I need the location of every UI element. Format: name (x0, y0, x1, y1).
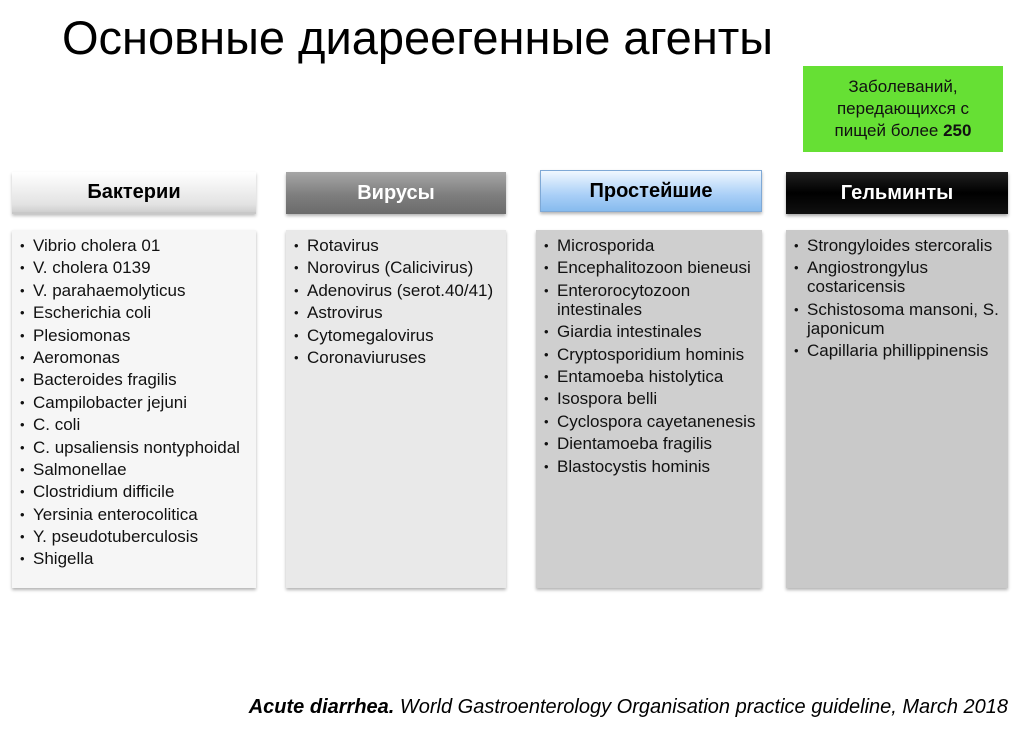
list-item: • Adenovirus (serot.40/41) (294, 281, 500, 300)
header-protozoa: Простейшие (540, 170, 762, 212)
list-item: • Angiostrongylus costaricensis (794, 258, 1002, 296)
list-item: • C. upsaliensis nontyphoidal (20, 438, 250, 457)
list-item: • Aeromonas (20, 348, 250, 367)
list-item: • Isospora belli (544, 389, 756, 408)
list-item: • Encephalitozoon bieneusi (544, 258, 756, 277)
list-item: • Rotavirus (294, 236, 500, 255)
list-item: • C. coli (20, 415, 250, 434)
list-item: • Coronaviuruses (294, 348, 500, 367)
list-item: • Cytomegalovirus (294, 326, 500, 345)
list-item: • Astrovirus (294, 303, 500, 322)
citation-source: World Gastroenterology Organisation practice guideline, March 2018 (394, 696, 1008, 718)
note-number: 250 (943, 121, 972, 140)
citation (249, 696, 1008, 719)
list-item: • Dientamoeba fragilis (544, 434, 756, 453)
slide-title: Основные диареегенные агенты (62, 11, 774, 64)
list-item: • Blastocystis hominis (544, 457, 756, 476)
list-item: • Entamoeba histolytica (544, 367, 756, 386)
protozoa-panel (536, 230, 762, 588)
note-line-2: передающихся с (836, 99, 970, 118)
bacteria-list (20, 236, 250, 568)
list-item: • Schistosoma mansoni, S. japonicum (794, 300, 1002, 338)
bacteria-panel (12, 230, 256, 588)
list-item: • Cyclospora cayetanenesis (544, 412, 756, 431)
header-viruses: Вирусы (286, 172, 506, 214)
list-item: • Plesiomonas (20, 326, 250, 345)
header-helminths: Гельминты (786, 172, 1008, 214)
citation-title: Acute diarrhea. (248, 696, 395, 718)
list-item: • Enterorocytozoon intestinales (544, 281, 756, 319)
helminths-list (794, 236, 1002, 360)
list-item: • V. parahaemolyticus (20, 281, 250, 300)
list-item: • Campilobacter jejuni (20, 393, 250, 412)
list-item: • Strongyloides stercoralis (794, 236, 1002, 255)
note-line-3: пищей более (834, 121, 939, 140)
list-item: • Bacteroides fragilis (20, 370, 250, 389)
foodborne-diseases-note (803, 66, 1003, 152)
list-item: • Giardia intestinales (544, 322, 756, 341)
list-item: • Cryptosporidium hominis (544, 345, 756, 364)
list-item: • Escherichia coli (20, 303, 250, 322)
list-item: • Salmonellae (20, 460, 250, 479)
list-item: • Vibrio cholera 01 (20, 236, 250, 255)
list-item: • Shigella (20, 549, 250, 568)
helminths-panel (786, 230, 1008, 588)
list-item: • Y. pseudotuberculosis (20, 527, 250, 546)
header-bacteria: Бактерии (12, 172, 256, 214)
list-item: • Microsporida (544, 236, 756, 255)
list-item: • Norovirus (Calicivirus) (294, 258, 500, 277)
list-item: • Clostridium difficile (20, 482, 250, 501)
protozoa-list (544, 236, 756, 476)
viruses-panel (286, 230, 506, 588)
note-line-1: Заболеваний, (848, 77, 958, 96)
list-item: • Capillaria phillippinensis (794, 341, 1002, 360)
viruses-list (294, 236, 500, 367)
list-item: • V. cholera 0139 (20, 258, 250, 277)
list-item: • Yersinia enterocolitica (20, 505, 250, 524)
